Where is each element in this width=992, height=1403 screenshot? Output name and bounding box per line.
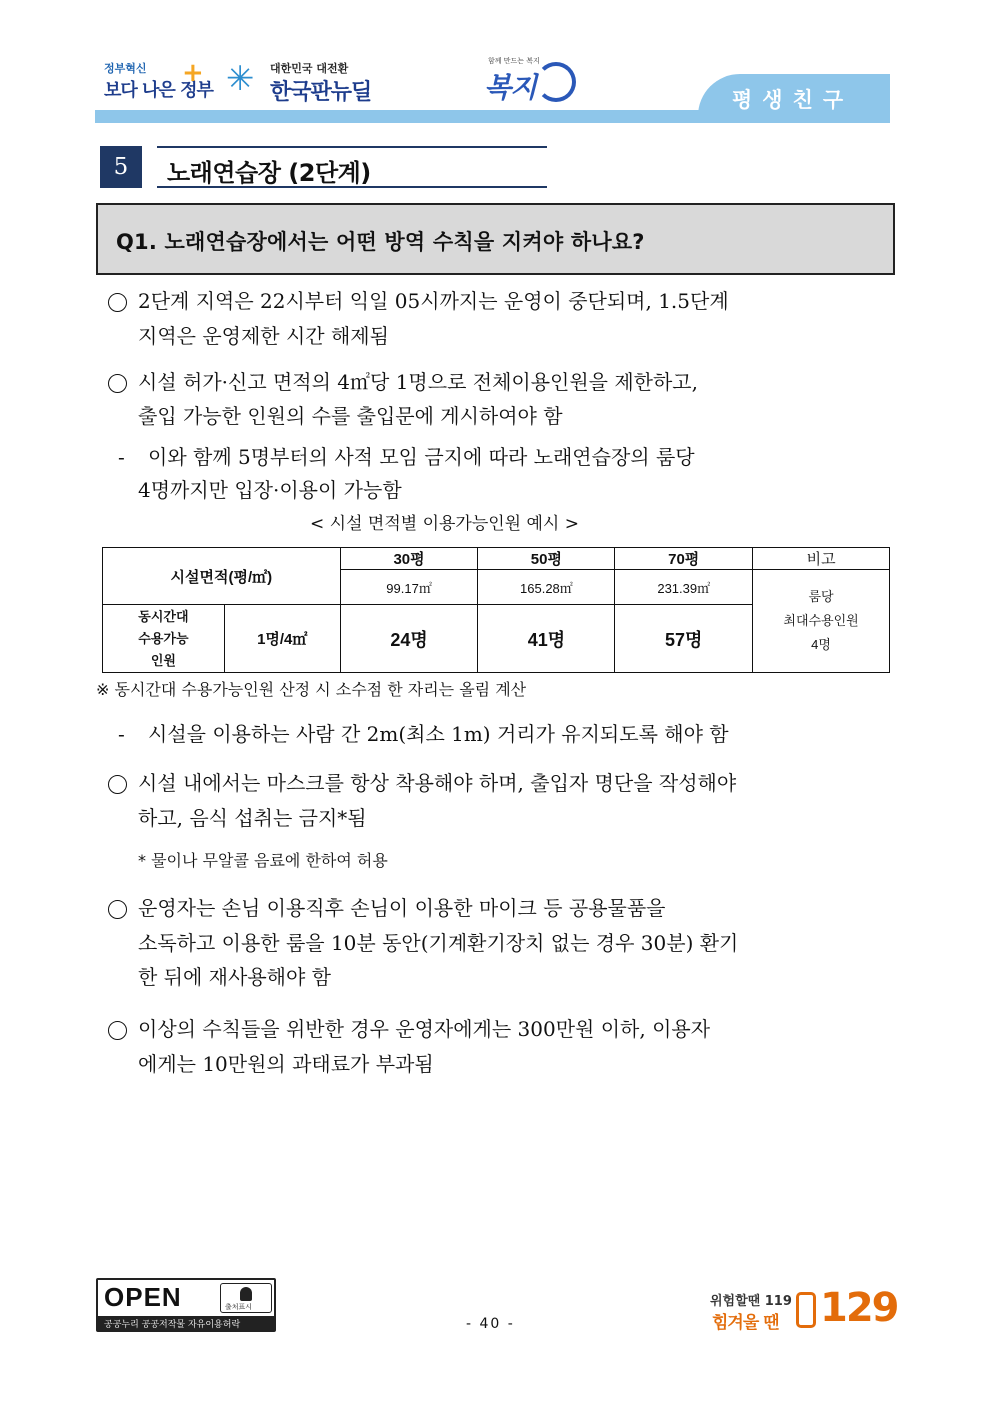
helpline-number: 129 [820,1285,898,1331]
remark-line-2: 최대수용인원 [783,613,859,628]
paragraph-2-dash-line-1: 이와 함께 5명부터의 사적 모임 금지에 따라 노래연습장의 룸당 [148,445,695,469]
korean-new-deal-logo [226,56,376,106]
question-text: Q1. 노래연습장에서는 어떤 방역 수칙을 지켜야 하나요? [116,230,645,254]
section-number: 5 [100,146,142,188]
logo2-small-text: 대한민국 대전환 [270,62,349,75]
circle-bullet-icon [108,374,127,393]
header-tab-label: 평생친구 [732,88,854,112]
page-number: - 40 - [466,1316,515,1332]
table-footnote: ※ 동시간대 수용가능인원 산정 시 소수점 한 자리는 올림 계산 [96,680,527,699]
table-remark-cell [753,570,890,673]
table-col-70-pyeong: 70평 [615,548,753,570]
logo2-big-text: 한국판뉴딜 [270,80,372,105]
logo3-big-text: 복지 [484,71,537,104]
row-label-line-3: 인원 [150,652,176,668]
paragraph-5-line-2: 에게는 10만원의 과태료가 부과됨 [138,1052,434,1076]
phone-icon [796,1292,816,1328]
table-col-50-pyeong: 50평 [478,548,615,570]
paragraph-3-note: * 물이나 무알콜 음료에 한하여 허용 [138,851,388,870]
table-sqm-50: 165.28㎡ [478,570,615,605]
paragraph-1-line-1: 2단계 지역은 22시부터 익일 05시까지는 운영이 중단되며, 1.5단계 [138,289,729,313]
table-row-label [103,605,225,673]
question-box [96,203,895,275]
table-people-50: 41명 [478,605,615,673]
paragraph-5-line-1: 이상의 수칙들을 위반한 경우 운영자에게는 300만원 이하, 이용자 [138,1017,711,1041]
attribution-label: 출처표시 [225,1303,253,1311]
dash-marker: - [118,445,125,469]
circle-bullet-icon [108,900,127,919]
logo3-small-text: 함께 만드는 복지 [488,57,540,65]
helpline-line-1: 위험할땐 119 [710,1294,792,1309]
sparkle-icon: ✳ [226,59,255,99]
table-header-area: 시설면적(평/㎡) [103,548,341,605]
row-label-line-1: 동시간대 [138,608,189,624]
ring-icon [536,62,576,102]
table-sqm-30: 99.17㎡ [340,570,478,605]
facility-capacity-table [102,547,890,673]
table-col-30-pyeong: 30평 [340,548,478,570]
kogl-open-license-logo [96,1278,276,1332]
welfare-logo [484,54,584,106]
header-tab [698,74,890,123]
helpline-129-logo [710,1276,900,1336]
paragraph-4-line-2: 소독하고 이용한 룸을 10분 동안(기계환기장치 없는 경우 30분) 환기 [138,931,739,955]
table-people-70: 57명 [615,605,753,673]
paragraph-2-line-1: 시설 허가·신고 면적의 4㎡당 1명으로 전체이용인원을 제한하고, [138,370,698,394]
logo1-big-text: 보다 나은 정부 [104,80,213,101]
person-icon [240,1287,252,1301]
paragraph-3-line-2: 하고, 음식 섭취는 금지*됨 [138,806,367,830]
attribution-box [220,1283,272,1313]
table-caption: < 시설 면적별 이용가능인원 예시 > [310,514,579,534]
remark-line-1: 룸당 [808,589,834,604]
paragraph-2-dash-2: 시설을 이용하는 사람 간 2m(최소 1m) 거리가 유지되도록 해야 함 [148,722,729,746]
table-sqm-70: 231.39㎡ [615,570,753,605]
page-header [0,0,992,130]
logo1-small-text: 정부혁신 [104,62,147,75]
row-label-line-2: 수용가능 [138,630,189,646]
license-bar-text: 공공누리 공공저작물 자유이용허락 [104,1320,241,1330]
circle-bullet-icon [108,775,127,794]
table-col-remark: 비고 [753,548,890,570]
section-title-box [157,146,547,188]
remark-line-3: 4명 [811,637,831,652]
circle-bullet-icon [108,1021,127,1040]
paragraph-3-line-1: 시설 내에서는 마스크를 항상 착용해야 하며, 출입자 명단을 작성해야 [138,771,737,795]
table-ratio: 1명/4㎡ [224,605,340,673]
plus-icon: + [182,58,204,88]
government-innovation-logo [104,58,214,108]
open-word: OPEN [104,1282,182,1312]
dash-marker: - [118,722,125,746]
paragraph-4-line-3: 한 뒤에 재사용해야 함 [138,965,331,989]
paragraph-4-line-1: 운영자는 손님 이용직후 손님이 이용한 마이크 등 공용물품을 [138,896,666,920]
circle-bullet-icon [108,293,127,312]
paragraph-2-dash-line-2: 4명까지만 입장·이용이 가능함 [138,478,402,502]
table-people-30: 24명 [340,605,478,673]
helpline-line-2: 힘겨울 땐 [712,1313,779,1333]
license-bar [98,1316,274,1332]
paragraph-2-line-2: 출입 가능한 인원의 수를 출입문에 게시하여야 함 [138,404,563,428]
section-title: 노래연습장 (2단계) [167,159,371,187]
paragraph-1-line-2: 지역은 운영제한 시간 해제됨 [138,324,389,348]
